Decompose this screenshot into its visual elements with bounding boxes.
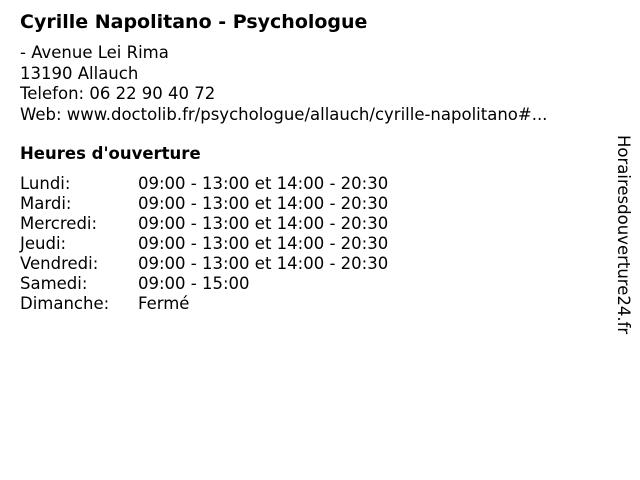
time-value: 09:00 - 13:00 et 14:00 - 20:30 — [138, 174, 389, 193]
phone-line: Telefon: 06 22 90 40 72 — [20, 84, 216, 103]
hours-row-wednesday — [20, 214, 388, 234]
web-line[interactable]: Web: www.doctolib.fr/psychologue/allauch/cyrille-napolitano#... — [20, 104, 548, 124]
hours-row-sunday — [20, 294, 388, 314]
hours-row-friday — [20, 254, 388, 274]
opening-hours-heading: Heures d'ouverture — [20, 144, 201, 163]
business-details — [20, 43, 547, 125]
hours-row-thursday — [20, 234, 388, 254]
hours-row-saturday — [20, 274, 388, 294]
time-value: 09:00 - 13:00 et 14:00 - 20:30 — [138, 234, 389, 253]
time-value: Fermé — [138, 294, 190, 313]
city-line: 13190 Allauch — [20, 63, 139, 83]
day-label: Mardi: — [20, 194, 72, 213]
business-name: Cyrille Napolitano - Psychologue — [20, 11, 368, 33]
day-label: Lundi: — [20, 174, 71, 193]
day-label: Mercredi: — [20, 214, 98, 233]
hours-row-monday — [20, 174, 388, 194]
time-value: 09:00 - 15:00 — [138, 274, 250, 293]
time-value: 09:00 - 13:00 et 14:00 - 20:30 — [138, 254, 389, 273]
opening-hours-list — [20, 174, 388, 314]
hours-row-tuesday — [20, 194, 388, 214]
street-address: - Avenue Lei Rima — [20, 43, 169, 62]
day-label: Jeudi: — [20, 234, 67, 253]
time-value: 09:00 - 13:00 et 14:00 - 20:30 — [138, 194, 389, 213]
day-label: Dimanche: — [20, 294, 110, 313]
time-value: 09:00 - 13:00 et 14:00 - 20:30 — [138, 214, 389, 233]
day-label: Samedi: — [20, 274, 88, 293]
site-watermark: Horairesdouverture24.fr — [614, 135, 633, 335]
day-label: Vendredi: — [20, 254, 99, 273]
